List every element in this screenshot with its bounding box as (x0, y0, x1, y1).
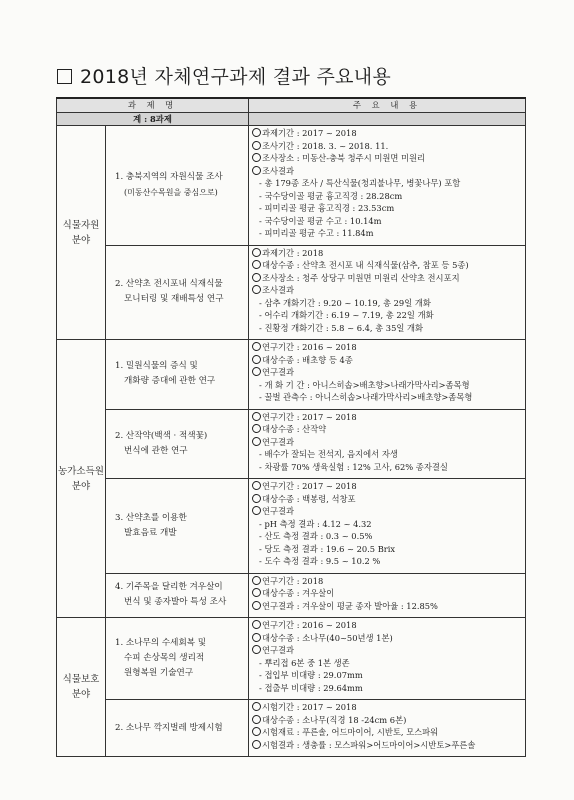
total-count: 계 : 8과제 (57, 113, 249, 126)
project-title-line: 4. 기주목을 달리한 겨우살이 (115, 582, 223, 593)
project-title-line: 발효음료 개발 (124, 527, 177, 538)
table-row (57, 618, 526, 700)
content-text: 대상수종 : 소나무(40~50년생 1본) (262, 632, 393, 643)
content-text: 연구기간 : 2018 (262, 575, 324, 586)
content-line (252, 259, 523, 272)
content-text: - 도수 측정 결과 : 9.5 ~ 10.2 % (259, 556, 381, 566)
table-row (57, 700, 526, 757)
circle-bullet-icon (252, 633, 261, 642)
project-content-cell (249, 700, 526, 757)
cell-spacer (252, 612, 523, 616)
content-text: 대상수종 : 산작약 (262, 424, 327, 434)
circle-bullet-icon (252, 702, 261, 711)
content-text: 과제기간 : 2018 (262, 247, 324, 258)
content-text: - 피미리골 평균 흉고직경 : 23.53cm (259, 203, 395, 213)
content-line (252, 726, 523, 739)
cell-spacer (252, 694, 523, 698)
content-line (252, 448, 523, 461)
total-row (57, 113, 526, 126)
content-text: 대상수종 : 소나무(직경 18 -24cm 6본) (262, 714, 407, 725)
circle-bullet-icon (252, 412, 261, 421)
content-text: 조사기간 : 2018. 3. ~ 2018. 11. (262, 140, 389, 151)
project-title-line: 번식 및 종자발아 특성 조사 (124, 597, 227, 608)
checkbox-square-icon (57, 69, 72, 84)
content-text: - 접출부 비대량 : 29.64mm (259, 682, 363, 693)
content-text: - 삼추 개화기간 : 9.20 ~ 10.19, 총 29일 개화 (259, 297, 431, 308)
project-title-line: 모니터링 및 재배특성 연구 (124, 294, 224, 305)
circle-bullet-icon (252, 424, 261, 433)
project-subtitle: (미동산수목원을 중심으로) (124, 188, 218, 198)
project-title-cell (106, 573, 249, 618)
header-content: 주 요 내 용 (249, 98, 526, 113)
content-text: 조사장소 : 미동산-충북 청주시 미원면 미원리 (262, 153, 426, 163)
table-row (57, 245, 526, 340)
content-text: 조사결과 (262, 285, 295, 295)
content-text: 시험결과 : 생충률 : 모스파워>어드마이어>시반토>푸른솔 (262, 739, 476, 750)
content-line (252, 322, 523, 335)
content-line (252, 461, 523, 474)
content-line (252, 341, 523, 354)
circle-bullet-icon (252, 481, 261, 490)
content-line (252, 423, 523, 436)
project-title-line: 번식에 관한 연구 (124, 445, 188, 456)
content-text: - 접입부 비대량 : 29.07mm (259, 670, 363, 680)
circle-bullet-icon (252, 506, 261, 515)
content-text: - 국수당이골 평균 흉고직경 : 28.28cm (259, 190, 403, 201)
category-label-line: 농가소득원 (58, 465, 104, 477)
content-line (252, 247, 523, 260)
project-title-cell (106, 340, 249, 410)
page-title (57, 62, 527, 92)
circle-bullet-icon (252, 740, 261, 749)
content-text: 연구결과 (262, 367, 295, 377)
content-line (252, 379, 523, 392)
content-text: 시험재료 : 푸른솔, 어드마이어, 시반토, 모스파워 (262, 727, 439, 737)
content-line (252, 644, 523, 657)
project-title-line: 1. 밀원식물의 증식 및 (115, 361, 198, 372)
project-title-cell (106, 126, 249, 246)
circle-bullet-icon (252, 273, 261, 282)
table-row (57, 126, 526, 246)
title-text: 2018년 자체연구과제 결과 주요내용 (80, 66, 392, 88)
cell-spacer (252, 568, 523, 572)
content-text: - 뿌리접 6본 중 1본 생존 (259, 657, 350, 668)
project-title-line: 개화량 증대에 관한 연구 (124, 376, 216, 387)
content-text: - 피미리골 평균 수고 : 11.84m (259, 228, 374, 238)
content-text: - 개 화 기 간 : 아니스히솝>배초향>나래가막사리>좀목형 (259, 379, 470, 390)
project-title-cell (106, 479, 249, 574)
cell-spacer (252, 751, 523, 755)
content-line (252, 701, 523, 714)
cell-spacer (252, 404, 523, 408)
content-text: 대상수종 : 산약초 전시포 내 식재식물(삼추, 참포 등 5종) (262, 260, 469, 270)
total-blank (249, 113, 526, 126)
project-title-line: 2. 소나무 깍지벌레 방제시험 (115, 722, 223, 733)
circle-bullet-icon (252, 355, 261, 364)
content-line (252, 632, 523, 645)
circle-bullet-icon (252, 285, 261, 294)
content-line (252, 587, 523, 600)
circle-bullet-icon (252, 437, 261, 446)
content-line (252, 600, 523, 613)
content-text: - pH 측정 결과 : 4.12 ~ 4.32 (259, 518, 372, 529)
content-line (252, 127, 523, 140)
content-text: 연구기간 : 2017 ~ 2018 (262, 411, 357, 422)
content-line (252, 165, 523, 178)
content-line (252, 575, 523, 588)
circle-bullet-icon (252, 248, 261, 257)
content-line (252, 682, 523, 695)
content-line (252, 354, 523, 367)
content-text: 연구결과 (262, 436, 295, 447)
content-text: - 어수리 개화기간 : 6.19 ~ 7.19, 총 22일 개화 (259, 310, 434, 320)
project-title-line: 3. 산약초를 이용한 (115, 512, 187, 523)
table-header-row (57, 98, 526, 113)
content-text: - 진황정 개화기간 : 5.8 ~ 6.4, 총 35일 개화 (259, 322, 424, 333)
circle-bullet-icon (252, 128, 261, 137)
content-text: - 배수가 잘되는 전석지, 음지에서 자생 (259, 449, 398, 459)
category-label-line: 식물자원 (62, 219, 100, 231)
content-line (252, 669, 523, 682)
content-text: 시험기간 : 2017 ~ 2018 (262, 702, 357, 712)
content-line (252, 555, 523, 568)
content-text: 연구결과 : 겨우살이 평균 종자 발아율 : 12.85% (262, 600, 438, 611)
project-content-cell (249, 618, 526, 700)
circle-bullet-icon (252, 166, 261, 175)
circle-bullet-icon (252, 576, 261, 585)
project-title-cell (106, 245, 249, 340)
content-text: 과제기간 : 2017 ~ 2018 (262, 128, 357, 138)
category-cell (57, 618, 106, 757)
content-line (252, 309, 523, 322)
project-title-cell (106, 700, 249, 757)
content-text: 연구결과 (262, 645, 295, 655)
category-label-line: 분야 (71, 234, 91, 246)
content-line (252, 366, 523, 379)
content-text: 조사결과 (262, 165, 295, 176)
content-text: 연구기간 : 2016 ~ 2018 (262, 342, 357, 352)
project-content-cell (249, 573, 526, 618)
content-line (252, 190, 523, 203)
content-text: - 당도 측정 결과 : 19.6 ~ 20.5 Brix (259, 543, 396, 554)
content-line (252, 140, 523, 153)
header-project: 과 제 명 (57, 98, 249, 113)
circle-bullet-icon (252, 367, 261, 376)
content-line (252, 657, 523, 670)
cell-spacer (252, 473, 523, 477)
content-text: 연구기간 : 2016 ~ 2018 (262, 620, 357, 630)
content-line (252, 543, 523, 556)
content-line (252, 493, 523, 506)
circle-bullet-icon (252, 494, 261, 503)
category-cell (57, 126, 106, 340)
table-row (57, 409, 526, 479)
circle-bullet-icon (252, 727, 261, 736)
content-text: 대상수종 : 백봉령, 석창포 (262, 493, 356, 504)
circle-bullet-icon (252, 601, 261, 610)
table-row (57, 479, 526, 574)
table-body (57, 126, 526, 757)
project-content-cell (249, 340, 526, 410)
content-text: - 국수당이골 평균 수고 : 10.14m (259, 215, 382, 226)
content-line (252, 739, 523, 752)
content-text: - 차광률 70% 생육실험 : 12% 고사, 62% 종자결실 (259, 461, 448, 472)
project-title-cell (106, 409, 249, 479)
content-line (252, 411, 523, 424)
project-title-line: 수피 손상목의 생리적 (124, 653, 205, 663)
circle-bullet-icon (252, 588, 261, 597)
project-content-cell (249, 245, 526, 340)
content-line (252, 177, 523, 190)
content-text: 연구결과 (262, 506, 295, 516)
circle-bullet-icon (252, 645, 261, 654)
project-title-cell (106, 618, 249, 700)
content-line (252, 619, 523, 632)
content-line (252, 152, 523, 165)
table-row (57, 340, 526, 410)
category-cell (57, 340, 106, 618)
category-label-line: 식물보호 (62, 674, 100, 685)
content-line (252, 215, 523, 228)
category-label-line: 분야 (71, 689, 91, 700)
content-text: 대상수종 : 겨우살이 (262, 588, 335, 598)
content-line (252, 272, 523, 285)
project-title-line: 1. 충북지역의 자원식물 조사 (115, 172, 223, 183)
cell-spacer (252, 240, 523, 244)
category-label-line: 분야 (71, 480, 91, 492)
content-line (252, 391, 523, 404)
content-line (252, 284, 523, 297)
content-text: - 꿀벌 관측수 : 아니스히솝>나래가막사리>배초향>좀목형 (259, 392, 473, 402)
content-line (252, 505, 523, 518)
project-content-cell (249, 409, 526, 479)
circle-bullet-icon (252, 342, 261, 351)
circle-bullet-icon (252, 620, 261, 629)
content-line (252, 714, 523, 727)
project-title-line: 원형복원 기술연구 (124, 668, 194, 678)
cell-spacer (252, 334, 523, 338)
circle-bullet-icon (252, 715, 261, 724)
project-title-line: 2. 산작약(백색 · 적색꽃) (115, 430, 208, 441)
content-line (252, 480, 523, 493)
research-results-table (56, 97, 526, 757)
content-text: - 산도 측정 결과 : 0.3 ~ 0.5% (259, 531, 373, 541)
content-text: 연구기간 : 2017 ~ 2018 (262, 481, 357, 491)
project-content-cell (249, 479, 526, 574)
circle-bullet-icon (252, 153, 261, 162)
content-line (252, 518, 523, 531)
project-title-line: 2. 산약초 전시포내 식재식물 (115, 279, 223, 290)
project-title-line: 1. 소나무의 수세회복 및 (115, 638, 207, 648)
circle-bullet-icon (252, 141, 261, 150)
content-line (252, 436, 523, 449)
content-text: 대상수종 : 배초향 등 4종 (262, 354, 353, 365)
circle-bullet-icon (252, 260, 261, 269)
content-text: - 총 179종 조사 / 특산식물(청괴불나무, 병꽃나무) 포함 (259, 178, 461, 188)
content-line (252, 202, 523, 215)
content-text: 조사장소 : 청주 상당구 미원면 미원리 산약초 전시포지 (262, 272, 460, 283)
content-line (252, 530, 523, 543)
table-row (57, 573, 526, 618)
project-content-cell (249, 126, 526, 246)
content-line (252, 227, 523, 240)
content-line (252, 297, 523, 310)
